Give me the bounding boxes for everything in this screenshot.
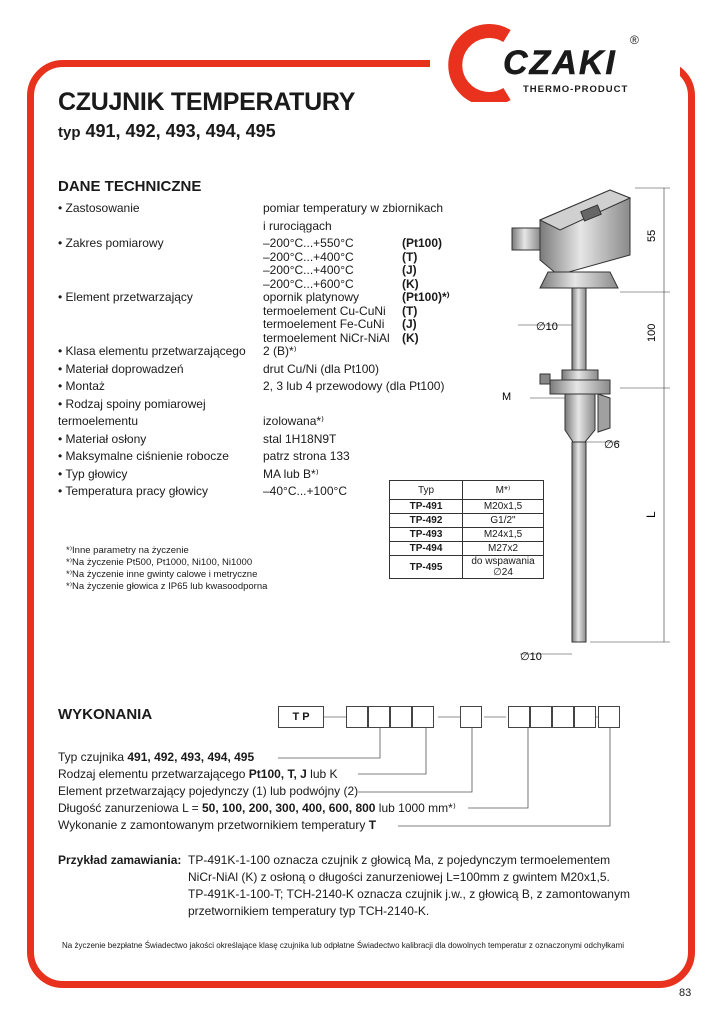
order-box bbox=[346, 706, 368, 728]
table-cell-type: TP-492 bbox=[390, 514, 463, 528]
spec-code: (T) bbox=[402, 303, 418, 318]
footnote: *⁾Na życzenie Pt500, Pt1000, Ni100, Ni1000 bbox=[66, 557, 253, 568]
spec-value: termoelement Fe-CuNi bbox=[263, 317, 385, 331]
spec-value: –200°C...+400°C bbox=[263, 249, 354, 264]
example-label: Przykład zamawiania: bbox=[58, 853, 182, 867]
order-box bbox=[460, 706, 482, 728]
spec-label: • Typ głowicy bbox=[58, 466, 128, 481]
spec-label: termoelementu bbox=[58, 414, 139, 428]
order-box bbox=[412, 706, 434, 728]
table-cell-type: TP-495 bbox=[390, 556, 463, 579]
spec-value: pomiar temperatury w zbiornikach bbox=[263, 201, 444, 215]
dim-55: 55 bbox=[646, 229, 658, 242]
spec-value: termoelement NiCr-NiAl bbox=[263, 330, 390, 345]
spec-code: (Pt100) bbox=[402, 236, 443, 250]
spec-label: • Zastosowanie bbox=[58, 201, 140, 215]
spec-value: termoelement Cu-CuNi bbox=[263, 303, 386, 318]
thread-table-header: Typ bbox=[390, 481, 463, 500]
example-line: NiCr-NiAl (K) z osłoną o długości zanurzeniowej L=100mm z gwintem M20x1,5. bbox=[188, 870, 610, 884]
spec-value: –200°C...+400°C bbox=[263, 263, 354, 277]
table-cell-type: TP-491 bbox=[390, 500, 463, 514]
logo-tagline: THERMO-PRODUCT bbox=[523, 84, 629, 95]
spec-label: • Maksymalne ciśnienie robocze bbox=[58, 449, 229, 463]
spec-label: • Montaż bbox=[58, 379, 105, 393]
dim-M: M bbox=[502, 391, 512, 403]
spec-label: • Element przetwarzający bbox=[58, 290, 193, 304]
spec-label: • Materiał doprowadzeń bbox=[58, 361, 184, 376]
footnote: *⁾Na życzenie głowica z IP65 lub kwasoodporna bbox=[66, 581, 268, 592]
spec-value: MA lub B*⁾ bbox=[263, 466, 319, 481]
dim-L: L bbox=[644, 511, 658, 518]
order-box bbox=[574, 706, 596, 728]
spec-value: 2, 3 lub 4 przewodowy (dla Pt100) bbox=[263, 379, 445, 393]
dim-d10-top: ∅10 bbox=[536, 321, 558, 333]
sensor-drawing bbox=[470, 180, 700, 680]
table-cell-thread: M20x1,5 bbox=[463, 500, 544, 514]
table-cell-type: TP-493 bbox=[390, 528, 463, 542]
example-line: TP-491K-1-100 oznacza czujnik z głowicą Ma, z pojedynczym termoelementem bbox=[188, 853, 611, 867]
spec-value: drut Cu/Ni (dla Pt100) bbox=[263, 361, 380, 376]
spec-value: stal 1H18N9T bbox=[263, 431, 337, 446]
spec-code: (Pt100)*⁾ bbox=[402, 290, 450, 304]
subtitle-types: 491, 492, 493, 494, 495 bbox=[85, 121, 276, 141]
spec-value: opornik platynowy bbox=[263, 290, 360, 304]
order-box bbox=[390, 706, 412, 728]
spec-value: –40°C...+100°C bbox=[263, 484, 347, 498]
czaki-logo bbox=[445, 22, 645, 102]
logo-brand: CZAKI bbox=[503, 44, 617, 82]
spec-code: (K) bbox=[402, 330, 419, 345]
order-line: Element przetwarzający pojedynczy (1) lub podwójny (2) bbox=[58, 784, 359, 798]
footnote: *⁾Inne parametry na życzenie bbox=[66, 545, 189, 556]
spec-label: • Klasa elementu przetwarzającego bbox=[58, 344, 246, 358]
order-line: Długość zanurzeniowa L = 50, 100, 200, 300, 400, 600, 800 lub 1000 mm*⁾ bbox=[58, 801, 456, 815]
table-cell-type: TP-494 bbox=[390, 542, 463, 556]
order-code-prefix: T P bbox=[278, 706, 324, 728]
page-subtitle bbox=[58, 121, 276, 142]
subtitle-prefix: typ bbox=[58, 124, 81, 141]
order-box bbox=[368, 706, 390, 728]
spec-value: i rurociągach bbox=[263, 218, 332, 233]
spec-label: • Rodzaj spoiny pomiarowej bbox=[58, 396, 206, 411]
spec-label: • Zakres pomiarowy bbox=[58, 236, 164, 250]
spec-value: –200°C...+550°C bbox=[263, 236, 354, 250]
table-cell-thread: M24x1,5 bbox=[463, 528, 544, 542]
table-cell-thread: do wspawania ∅24 bbox=[463, 556, 544, 579]
order-box bbox=[552, 706, 574, 728]
footnotes bbox=[66, 545, 267, 593]
spec-label: • Temperatura pracy głowicy bbox=[58, 484, 209, 498]
table-cell-thread: G1/2" bbox=[463, 514, 544, 528]
order-line: Rodzaj elementu przetwarzającego Pt100, T, J lub K bbox=[58, 767, 338, 781]
dim-d10-bottom: ∅10 bbox=[520, 651, 542, 663]
spec-value: 2 (B)*⁾ bbox=[263, 344, 297, 358]
spec-code: (J) bbox=[402, 317, 417, 331]
specs-heading: DANE TECHNICZNE bbox=[58, 178, 202, 195]
example-line: TP-491K-1-100-T; TCH-2140-K oznacza czujnik j.w., z głowicą B, z zamontowanym bbox=[188, 887, 630, 901]
spec-label: • Materiał osłony bbox=[58, 431, 147, 446]
order-box bbox=[508, 706, 530, 728]
order-heading: WYKONANIA bbox=[58, 706, 153, 723]
spec-code: (T) bbox=[402, 249, 418, 264]
footer-note: Na życzenie bezpłatne Świadectwo jakości określające klasę czujnika lub odpłatne Świadectwo kalibracji dla dowolnych temperatur z oznaczonymi odchyłkami bbox=[62, 941, 625, 950]
footnote: *⁾Na życzenie inne gwinty calowe i metryczne bbox=[66, 569, 258, 580]
table-cell-thread: M27x2 bbox=[463, 542, 544, 556]
page-title: CZUJNIK TEMPERATURY bbox=[58, 88, 356, 116]
dim-100: 100 bbox=[646, 323, 658, 342]
order-line: Wykonanie z zamontowanym przetwornikiem temperatury T bbox=[58, 818, 377, 832]
dim-d6: ∅6 bbox=[604, 439, 620, 451]
spec-value: patrz strona 133 bbox=[263, 449, 350, 463]
spec-code: (J) bbox=[402, 263, 417, 277]
spec-value: izolowana*⁾ bbox=[263, 414, 324, 428]
spec-value: –200°C...+600°C bbox=[263, 276, 354, 291]
page-number: 83 bbox=[679, 987, 692, 999]
thread-table-header: M*⁾ bbox=[463, 481, 544, 500]
order-box bbox=[530, 706, 552, 728]
order-line: Typ czujnika 491, 492, 493, 494, 495 bbox=[58, 750, 255, 764]
order-box bbox=[598, 706, 620, 728]
logo-registered: ® bbox=[630, 33, 639, 47]
spec-code: (K) bbox=[402, 276, 419, 291]
example-line: przetwornikiem temperatury typ TCH-2140-K. bbox=[188, 904, 430, 918]
